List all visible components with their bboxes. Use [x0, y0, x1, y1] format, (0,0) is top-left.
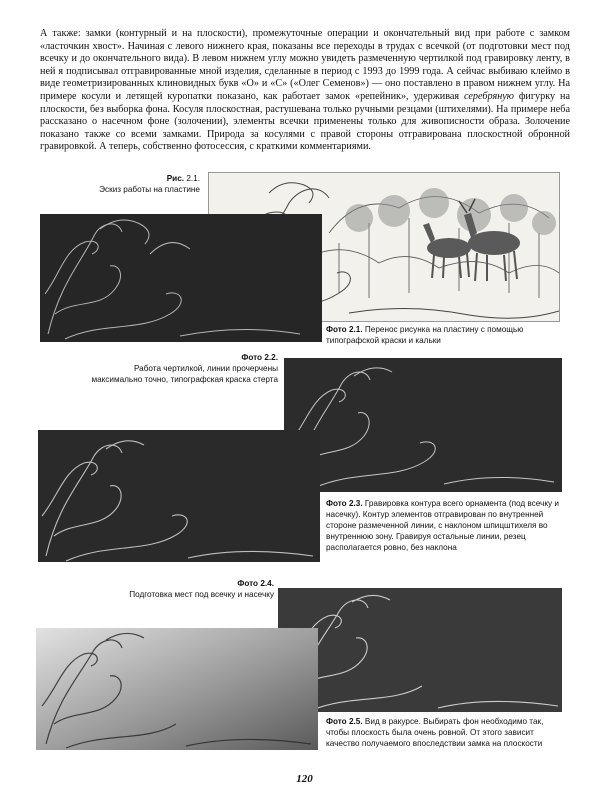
- foto21-text: Перенос рисунка на пластину с помощью типографской краски и кальки: [326, 325, 524, 345]
- foto21-caption: [326, 324, 566, 346]
- foto23-label: Фото 2.3.: [326, 499, 363, 508]
- fig21-label: Рис.: [166, 174, 185, 183]
- foto25-caption: [326, 716, 562, 749]
- intro-paragraph: [40, 28, 570, 154]
- foto21-label: Фото 2.1.: [326, 325, 363, 334]
- foto22-text: Работа чертилкой, линии прочерчены максимально точно, типографская краска стерта: [91, 364, 278, 384]
- photo-2-4: [278, 588, 562, 712]
- foto24-label: Фото 2.4.: [237, 579, 274, 588]
- intro-text-italic: серебряную: [463, 90, 514, 102]
- foto24-text: Подготовка мест под всечку и насечку: [129, 590, 274, 599]
- foto23-caption: [326, 498, 564, 553]
- foto25-text: Вид в ракурсе. Выбирать фон необходимо так, чтобы плоскость была очень ровной. От этого зависит качество получаемого впоследствии замка на плоскости: [326, 717, 544, 748]
- intro-text-1: А также: замки (контурный и на плоскости), промежуточные операции и окончательный вид при работе с замком «ласточкин хвост». Начиная с левого нижнего края, показаны все переходы в трудах с всечкой (от подготовки мест под всечку и до окончательного вида). В левом нижнем углу можно увидеть размеченную чертилкой под гравировку ленту, в ней я подписывал отгравированные мной изделия, сделанные в период с 1993 до 1999 года. А сейчас выбиваю клеймо в виде геометризированных клиновидных букв «О» и «С» («Олег Семенов») — оно поставлено в правом нижнем углу. На примере косули и летящей куропатки показано, как работает замок «репейник», удерживая: [40, 28, 570, 102]
- fig21-caption: [60, 173, 200, 195]
- photo-2-1: [40, 214, 322, 342]
- photo-2-5: [36, 628, 318, 750]
- page-number: 120: [296, 773, 313, 785]
- foto25-label: Фото 2.5.: [326, 717, 363, 726]
- fig21-number: 2.1.: [186, 174, 200, 183]
- photo-2-3: [38, 430, 320, 562]
- foto22-label: Фото 2.2.: [241, 353, 278, 362]
- foto22-caption: [88, 352, 278, 385]
- intro-text-2: фигурку на плоскости, без выборка фона. Косуля плоскостная, растушевана только ручными резцами (штихелями). На примере неба рассказано о насечном фоне (золочении), элементы всечки применены только для живописности образа. Золочение показано также со всеми замками. Природа за косулями с правой стороны отгравирована плоскостной обронной гравировкой. А теперь, собственно фотосессия, с краткими комментариями.: [40, 90, 570, 153]
- fig21-text: Эскиз работы на пластине: [99, 185, 200, 194]
- foto24-caption: [88, 578, 274, 600]
- foto23-text: Гравировка контура всего орнамента (под всечку и насечку). Контур элементов отгравирован по внутренней стороне размеченной линии, с наклоном шпицштихеля во внутреннюю зону. Гравируя остальные линии, резец располагается ровно, без наклона: [326, 499, 559, 552]
- photo-2-2: [284, 358, 562, 492]
